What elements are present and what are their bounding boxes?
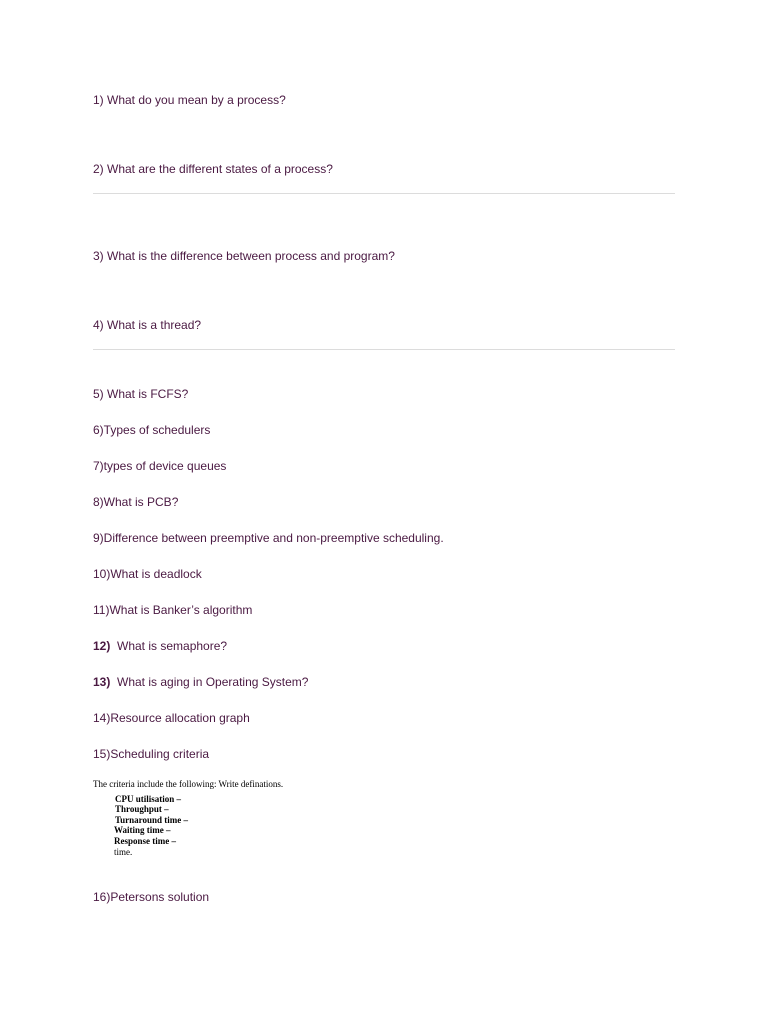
question-9 — [93, 531, 444, 545]
question-4-number: 4) — [93, 318, 104, 332]
question-7-number: 7) — [93, 459, 104, 473]
criteria-throughput: Throughput – — [115, 804, 169, 814]
criteria-time: time. — [114, 847, 133, 857]
question-14 — [93, 711, 250, 725]
question-6-number: 6) — [93, 423, 104, 437]
question-5 — [93, 387, 188, 401]
divider — [93, 349, 675, 350]
question-10 — [93, 567, 202, 581]
question-15-number: 15) — [93, 747, 111, 761]
question-15 — [93, 747, 209, 761]
question-6-text: Types of schedulers — [103, 423, 211, 437]
question-1-number: 1) — [93, 93, 104, 107]
criteria-cpu-utilisation: CPU utilisation – — [115, 794, 182, 804]
question-12-number: 12) — [93, 639, 111, 653]
question-11-number: 11) — [93, 603, 110, 617]
question-4 — [93, 318, 201, 332]
criteria-turnaround-time: Turnaround time – — [115, 815, 189, 825]
question-7 — [93, 459, 226, 473]
question-16-text: Petersons solution — [110, 890, 210, 904]
criteria-waiting-time: Waiting time – — [114, 825, 171, 835]
divider — [93, 193, 675, 194]
question-3-text: What is the difference between process and program? — [103, 249, 395, 263]
question-1-text: What do you mean by a process? — [103, 93, 286, 107]
question-13 — [93, 675, 308, 689]
question-13-text: What is aging in Operating System? — [110, 675, 309, 689]
question-5-text: What is FCFS? — [103, 387, 189, 401]
question-12 — [93, 639, 227, 653]
question-8-text: What is PCB? — [103, 495, 179, 509]
question-6 — [93, 423, 210, 437]
question-3-number: 3) — [93, 249, 104, 263]
criteria-response-time: Response time – — [114, 836, 176, 846]
question-14-number: 14) — [93, 711, 111, 725]
question-10-number: 10) — [93, 567, 111, 581]
question-13-number: 13) — [93, 675, 111, 689]
question-16-number: 16) — [93, 890, 111, 904]
question-16 — [93, 890, 209, 904]
question-5-number: 5) — [93, 387, 104, 401]
question-3 — [93, 249, 395, 263]
question-7-text: types of device queues — [103, 459, 227, 473]
question-11 — [93, 603, 252, 617]
question-8 — [93, 495, 178, 509]
question-12-text: What is semaphore? — [110, 639, 228, 653]
question-8-number: 8) — [93, 495, 104, 509]
question-2-number: 2) — [93, 162, 104, 176]
question-1 — [93, 93, 286, 107]
question-14-text: Resource allocation graph — [110, 711, 250, 725]
question-10-text: What is deadlock — [110, 567, 202, 581]
question-11-text: What is Banker’s algorithm — [109, 603, 253, 617]
question-9-number: 9) — [93, 531, 104, 545]
criteria-intro: The criteria include the following: Write definations. — [93, 779, 284, 789]
question-2 — [93, 162, 333, 176]
question-4-text: What is a thread? — [103, 318, 202, 332]
question-2-text: What are the different states of a process? — [103, 162, 333, 176]
question-15-text: Scheduling criteria — [110, 747, 210, 761]
question-9-text: Difference between preemptive and non-preemptive scheduling. — [103, 531, 444, 545]
